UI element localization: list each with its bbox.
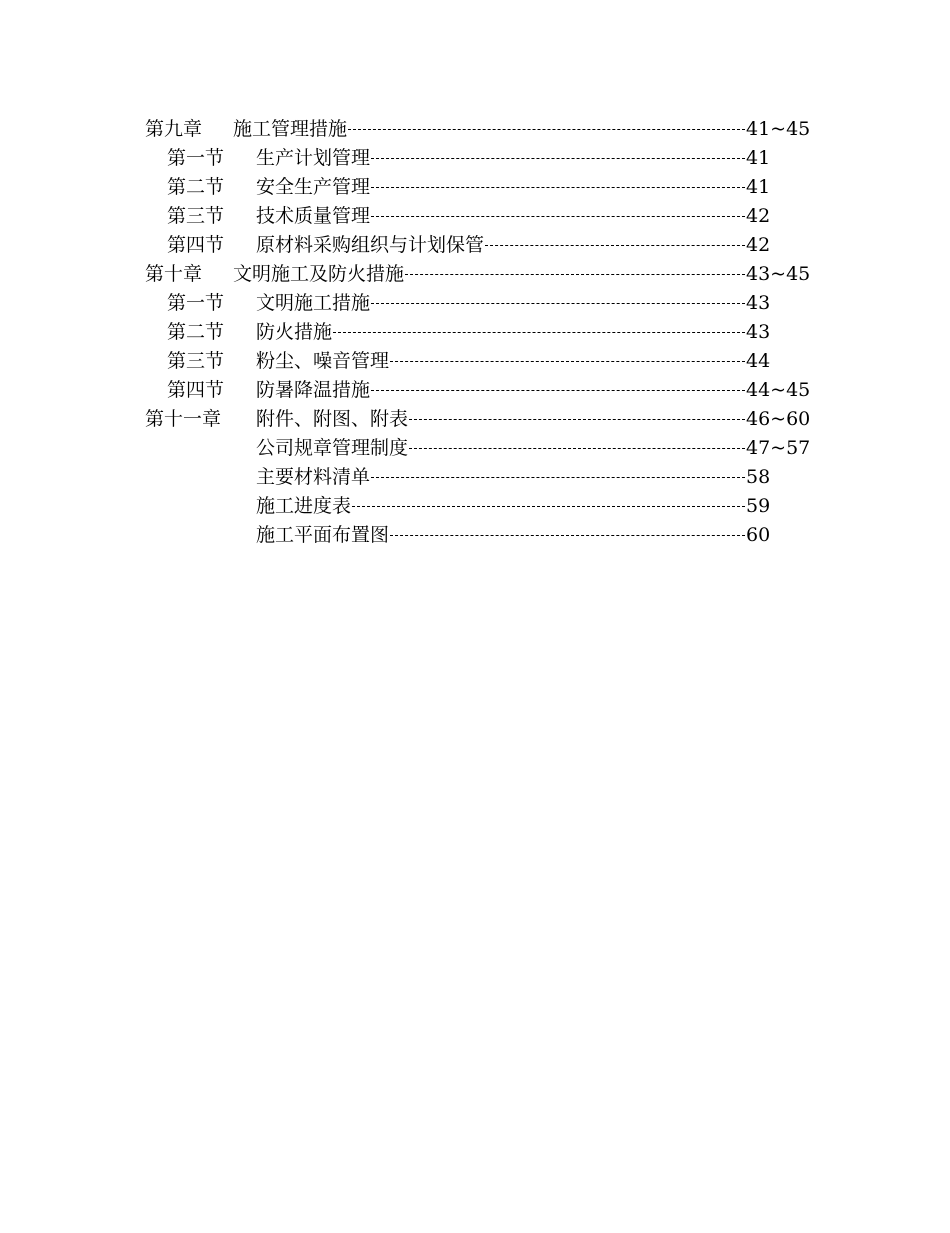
toc-entry-page: 44~45 [746,379,811,401]
toc-entry-title: 技术质量管理 [256,205,371,227]
toc-entry-page: 41~45 [746,118,811,140]
toc-entry-number: 第二节 [167,176,225,198]
toc-entry-title: 粉尘、噪音管理 [256,350,390,372]
toc-entry-number: 第四节 [167,234,225,256]
toc-leader-dashes [333,332,745,333]
toc-entry-number: 第十一章 [145,408,222,430]
toc-entry-title: 施工平面布置图 [256,524,390,546]
toc-entry-page: 43~45 [746,263,811,285]
toc-entry-title: 防暑降温措施 [256,379,371,401]
toc-entry-title: 防火措施 [256,321,333,343]
toc-leader-dashes [409,448,745,449]
toc-entry-title: 生产计划管理 [256,147,371,169]
toc-entry-number: 第二节 [167,321,225,343]
toc-entry-page: 43 [746,292,771,314]
toc-leader-dashes [348,129,745,130]
toc-entry-number: 第一节 [167,147,225,169]
toc-entry-title: 主要材料清单 [256,466,371,488]
toc-entry-page: 41 [746,176,771,198]
toc-leader-dashes [485,245,745,246]
toc-leader-dashes [371,158,745,159]
toc-entry-page: 58 [746,466,771,488]
toc-leader-dashes [390,361,745,362]
toc-entry-number: 第九章 [145,118,203,140]
toc-entry-page: 47~57 [746,437,811,459]
toc-entry-page: 42 [746,205,771,227]
toc-entry-page: 43 [746,321,771,343]
toc-leader-dashes [390,535,745,536]
toc-entry-title: 安全生产管理 [256,176,371,198]
toc-leader-dashes [352,506,745,507]
toc-entry-page: 46~60 [746,408,811,430]
toc-entry-page: 41 [746,147,771,169]
toc-leader-dashes [371,187,745,188]
toc-leader-dashes [371,477,745,478]
toc-entry-page: 60 [746,524,771,546]
toc-entry-number: 第四节 [167,379,225,401]
toc-entry-number: 第十章 [145,263,203,285]
toc-entry-number: 第一节 [167,292,225,314]
toc-entry-title: 原材料采购组织与计划保管 [256,234,485,256]
toc-leader-dashes [371,216,745,217]
toc-entry-title: 施工管理措施 [233,118,348,140]
toc-leader-dashes [405,274,745,275]
toc-entry-title: 文明施工及防火措施 [233,263,405,285]
toc-entry-title: 文明施工措施 [256,292,371,314]
toc-leader-dashes [371,390,745,391]
toc-entry-page: 42 [746,234,771,256]
toc-entry-title: 附件、附图、附表 [256,408,409,430]
toc-entry-title: 施工进度表 [256,495,352,517]
toc-entry-number: 第三节 [167,205,225,227]
toc-leader-dashes [409,419,745,420]
toc-entry-page: 44 [746,350,771,372]
toc-entry-title: 公司规章管理制度 [256,437,409,459]
toc-entry-number: 第三节 [167,350,225,372]
toc-entry-page: 59 [746,495,771,517]
toc-leader-dashes [371,303,745,304]
